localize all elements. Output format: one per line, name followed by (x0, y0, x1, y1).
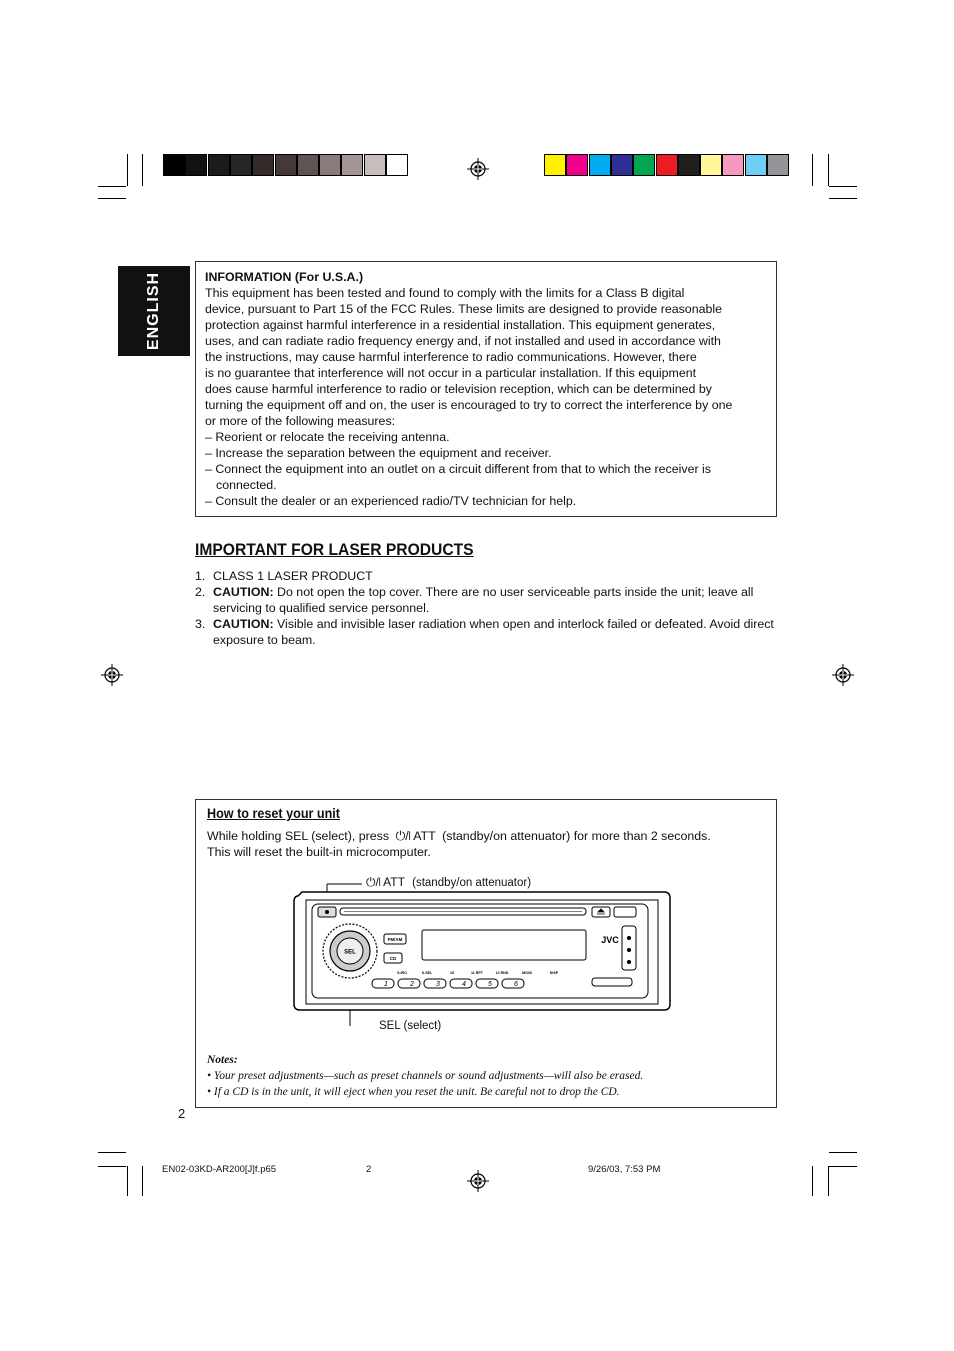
reset-instruction-line-1 (207, 828, 767, 844)
gray-swatch (252, 154, 274, 176)
color-swatch (745, 154, 767, 176)
info-body (205, 285, 765, 429)
measure-item: – Increase the separation between the equipment and receiver. (205, 446, 552, 460)
car-stereo-illustration (292, 878, 672, 1026)
laser-item-number: 2. (195, 585, 206, 599)
preset-number: 1 (384, 981, 388, 988)
gray-swatch (386, 154, 408, 176)
brand-logo: JVC (601, 935, 619, 945)
info-line: the instructions, may cause harmful interference to radio communications. However, there (205, 350, 697, 364)
notes-title: Notes: (207, 1054, 238, 1066)
preset-button (476, 979, 498, 988)
gray-swatch (341, 154, 363, 176)
info-title: INFORMATION (For U.S.A.) (205, 270, 364, 284)
note-text: If a CD is in the unit, it will eject when you reset the unit. Be careful not to drop the CD. (213, 1086, 620, 1098)
gray-swatch (319, 154, 341, 176)
caution-label: CAUTION: (213, 585, 274, 599)
caution-label: CAUTION: (213, 617, 274, 631)
measure-item: – Reorient or relocate the receiving antenna. (205, 430, 450, 444)
laser-item-text: Do not open the top cover. There are no user serviceable parts inside the unit; leave all servicing to qualified service personnel. (213, 585, 754, 615)
color-swatch (700, 154, 722, 176)
laser-item (195, 568, 775, 584)
laser-item-text: CLASS 1 LASER PRODUCT (213, 569, 373, 583)
reset-instructions-box (195, 799, 777, 1108)
preset-number: 2 (410, 981, 414, 988)
gray-swatch (275, 154, 297, 176)
color-swatch (656, 154, 678, 176)
function-label: S.SEL (421, 971, 433, 975)
cd-label: CD (389, 956, 397, 961)
callout-att-text: (standby/on attenuator) (412, 877, 532, 889)
color-swatch (589, 154, 611, 176)
laser-item-text: Visible and invisible laser radiation when open and interlock failed or defeated. Avoid direct exposure to beam. (213, 617, 774, 647)
laser-item-number: 3. (195, 617, 206, 631)
callout-att-symbol: ⏻/❘ ATT (366, 875, 405, 889)
info-line: does cause harmful interference to radio or television reception, which can be determined by (205, 382, 712, 396)
function-label: 11 RPT (471, 971, 483, 975)
color-swatch (633, 154, 655, 176)
function-label: 12 RND (495, 971, 509, 975)
info-line: uses, and can radiate radio frequency energy and, if not installed and used in accordance with (205, 334, 721, 348)
registration-target-icon (101, 664, 123, 686)
fcc-information-box (195, 261, 777, 517)
function-label: MO30 (522, 971, 532, 975)
preset-button (398, 979, 420, 988)
color-swatch (722, 154, 744, 176)
footer-page: 2 (366, 1164, 372, 1175)
footer-filename: EN02-03KD-AR200[J]f.p65 (162, 1164, 277, 1175)
gray-swatch (230, 154, 252, 176)
preset-number: 3 (436, 981, 440, 988)
info-line: protection against harmful interference in a residential installation. This equipment generates, (205, 318, 716, 332)
fm-am-label: FM/AM (387, 937, 403, 942)
notes-list (207, 1068, 767, 1100)
reset-instruction-line-2: This will reset the built-in microcomputer. (207, 845, 431, 859)
att-button-symbol: ⏻/❘ ATT (395, 829, 436, 843)
color-swatch (678, 154, 700, 176)
note-item: • Your preset adjustments—such as preset channels or sound adjustments—will also be erased. (207, 1070, 644, 1082)
gray-swatch (163, 154, 185, 176)
laser-item (195, 584, 775, 616)
laser-item-number: 1. (195, 569, 206, 583)
preset-button (450, 979, 472, 988)
color-swatch (566, 154, 588, 176)
preset-button (372, 979, 394, 988)
measure-item: – Connect the equipment into an outlet on a circuit different from that to which the receiver is connected. (205, 462, 712, 492)
preset-button (424, 979, 446, 988)
info-line: This equipment has been tested and found to comply with the limits for a Class B digital (205, 286, 685, 300)
color-swatch (611, 154, 633, 176)
measure-item: – Consult the dealer or an experienced radio/TV technician for help. (205, 494, 577, 508)
page-number: 2 (178, 1106, 186, 1121)
info-measures-list (205, 429, 765, 509)
note-text: Your preset adjustments—such as preset channels or sound adjustments—will also be erased. (213, 1070, 644, 1082)
preset-button (502, 979, 524, 988)
preset-number: 6 (514, 981, 518, 988)
preset-number: 5 (488, 981, 492, 988)
gray-swatch (208, 154, 230, 176)
color-swatch (544, 154, 566, 176)
gray-swatch (297, 154, 319, 176)
registration-target-icon (467, 1170, 489, 1192)
info-line: device, pursuant to Part 15 of the FCC Rules. These limits are designed to provide reasonable (205, 302, 723, 316)
preset-number: 4 (462, 981, 466, 988)
registration-target-icon (467, 158, 489, 180)
function-label: S.IRO (397, 971, 407, 975)
gray-swatch (364, 154, 386, 176)
reset-text-b: (standby/on attenuator) for more than 2 seconds. (442, 829, 711, 843)
info-line: or more of the following measures: (205, 414, 396, 428)
language-tab-label: ENGLISH (145, 271, 162, 351)
laser-caution-list (195, 568, 775, 648)
gray-swatch (185, 154, 207, 176)
laser-item (195, 616, 775, 648)
knob-label: SEL (344, 949, 356, 956)
function-label: DISP (549, 971, 559, 975)
callout-sel: SEL (select) (379, 1020, 442, 1032)
function-label: 15 (450, 971, 454, 975)
reset-heading: How to reset your unit (207, 805, 341, 821)
color-swatch (767, 154, 789, 176)
footer-timestamp: 9/26/03, 7:53 PM (588, 1164, 661, 1175)
info-line: turning the equipment off and on, the user is encouraged to try to correct the interference by one (205, 398, 733, 412)
language-tab (118, 266, 190, 356)
note-item: • If a CD is in the unit, it will eject when you reset the unit. Be careful not to drop the CD. (207, 1086, 620, 1098)
laser-heading: IMPORTANT FOR LASER PRODUCTS (195, 540, 474, 559)
info-line: is no guarantee that interference will not occur in a particular installation. If this equipment (205, 366, 697, 380)
reset-text-a: While holding SEL (select), press (207, 829, 390, 843)
registration-target-icon (832, 664, 854, 686)
